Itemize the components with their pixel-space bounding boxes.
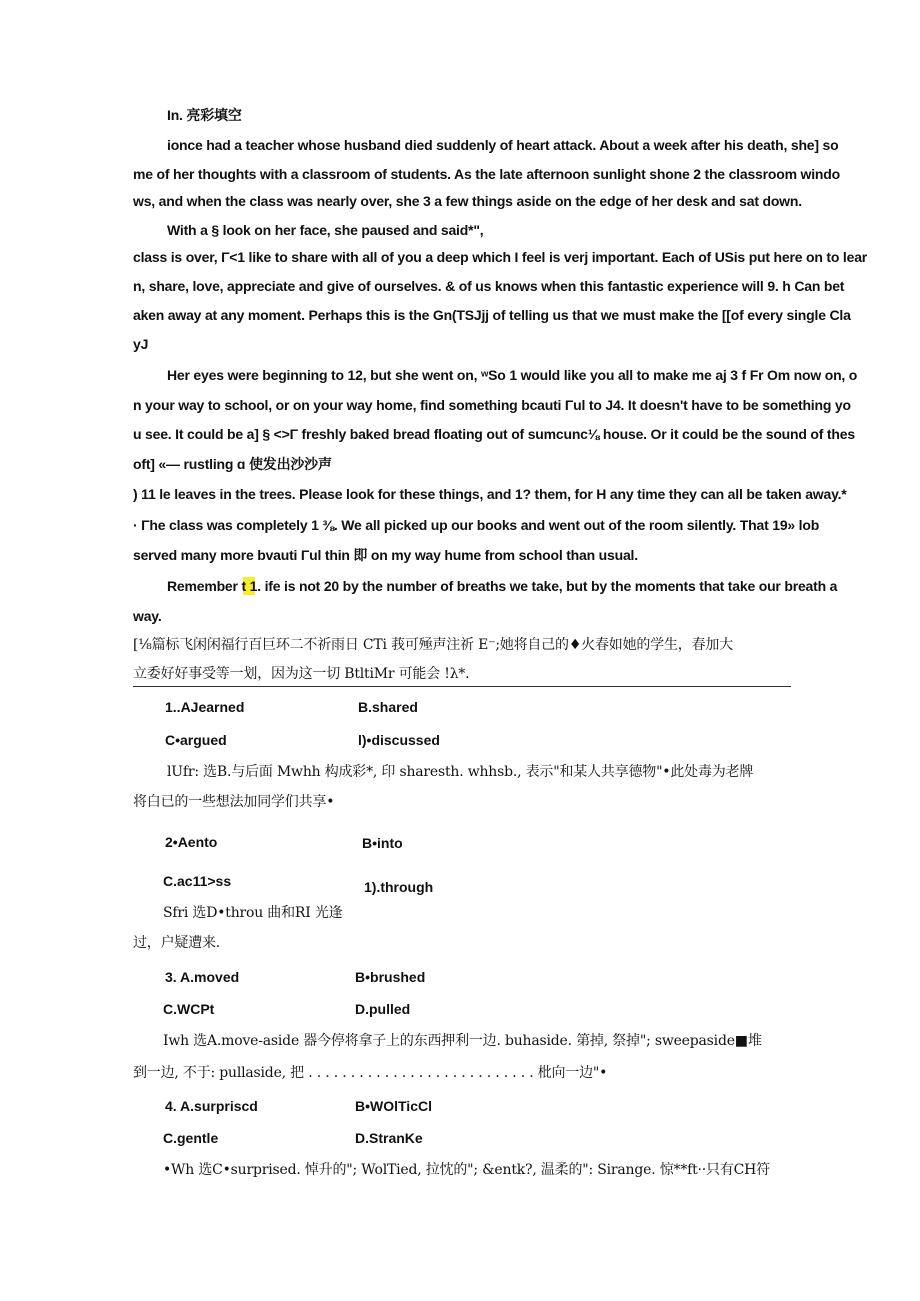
explanation-line: lUfr: 选B.与后面 Mwhh 构成彩*, 印 sharesth. whhsb., 表示"和某人共享德物"•此处毒为老牌 <box>167 764 754 780</box>
passage-line: way. <box>133 608 162 624</box>
explanation-line: Iwh 选A.move-aside 器今停将拿子上的东西押利一边. buhaside. 第掉, 祭掉"; sweepaside■堆 <box>163 1033 762 1049</box>
option-a: 2•Aento <box>165 834 218 850</box>
option-b: B•into <box>362 835 403 851</box>
passage-line: me of her thoughts with a classroom of students. As the late afternoon sunlight shone 2 the classroom windo <box>133 166 840 182</box>
option-a: 4. A.surpriscd <box>165 1098 258 1114</box>
section-heading: In. 亮彩填空 <box>167 107 242 123</box>
passage-line: oft] «— rustling ɑ 使发出沙沙声 <box>133 456 332 472</box>
option-c: C.gentle <box>163 1130 219 1146</box>
option-d: 1).through <box>364 879 434 895</box>
passage-line: u see. It could be a] § <>Γ freshly baked bread floating out of sumcunc⅛ house. Or it could be the sound of thes <box>133 426 855 442</box>
option-c: C•argued <box>165 732 227 748</box>
option-d: D.StranKe <box>355 1130 423 1146</box>
explanation-line: •Wh 选C•surprised. 悼升的"; WolTied, 拉忱的"; &entk?, 温柔的": Sirange. 惊**ft··只有CH符 <box>163 1162 770 1178</box>
explanation-line: 过，户疑遭来. <box>133 935 221 951</box>
option-d: l)•discussed <box>358 732 440 748</box>
passage-line: served many more bvauti Γul thin 即 on my way hume from school than usual. <box>133 547 638 563</box>
option-d: D.pulled <box>355 1001 411 1017</box>
passage-line-text: Remember t 1. ife is not 20 by the number of breaths we take, but by the moments that take our breath a <box>167 578 838 594</box>
explanation-line: 到一边, 不于: pullaside, 把 . . . . . . . . . . . . . . . . . . . . . . . . . . . 枇向一边"• <box>133 1065 608 1081</box>
option-b: B•WOlTicCl <box>355 1098 432 1114</box>
passage-line: With a § look on her face, she paused and said*", <box>167 222 484 238</box>
passage-line: yJ <box>133 336 149 352</box>
option-c: C.ac11>ss <box>163 873 232 889</box>
passage-line: ws, and when the class was nearly over, she 3 a few things aside on the edge of her desk and sat down. <box>133 193 802 209</box>
passage-line: ) 11 le leaves in the trees. Please look for these things, and 1? them, for H any time they can all be taken away.* <box>133 486 847 502</box>
passage-line: ionce had a teacher whose husband died suddenly of heart attack. About a week after his death, she] so <box>167 137 839 153</box>
passage-line: n, share, love, appreciate and give of ourselves. & of us knows when this fantastic experience will 9. h Can bet <box>133 278 845 294</box>
passage-line: Her eyes were beginning to 12, but she went on, ʷSo 1 would like you all to make me aj 3 f Fr Om now on, o <box>167 367 858 383</box>
explanation-line: Sfri 选D•throu 曲和RI 光逢 <box>163 905 343 921</box>
option-b: B•brushed <box>355 969 426 985</box>
option-a: 1..AJearned <box>165 699 245 715</box>
passage-line: aken away at any moment. Perhaps this is the Gn(TSJjj of telling us that we must make the [[of every single Cla <box>133 307 851 323</box>
translation-line: [⅛篇标飞闲闲福行百巨环二不祈雨日 CTi 莪可殛声注祈 E⁻;她将自己的♦火春如她的学生，春加大 <box>133 637 733 653</box>
option-a: 3. A.moved <box>165 969 240 985</box>
passage-line: class is over, Γ<1 like to share with all of you a deep which I feel is verj important. Each of USis put here on to lear <box>133 249 868 265</box>
passage-line: n your way to school, or on your way home, find something bcauti Γul to J4. It doesn't have to be something yo <box>133 397 851 413</box>
passage-line-highlighted <box>167 577 838 595</box>
option-b: B.shared <box>358 699 418 715</box>
option-c: C.WCPt <box>163 1001 215 1017</box>
divider <box>133 686 791 687</box>
translation-line: 立委好好事受等一划，因为这一切 BtltiMr 可能会 !λ*. <box>133 666 470 682</box>
passage-line: · Γhe class was completely 1 ⅜. We all picked up our books and went out of the room silently. That 19» lob <box>133 517 820 533</box>
explanation-line: 将白已的一些想法加同学们共享• <box>133 794 335 810</box>
